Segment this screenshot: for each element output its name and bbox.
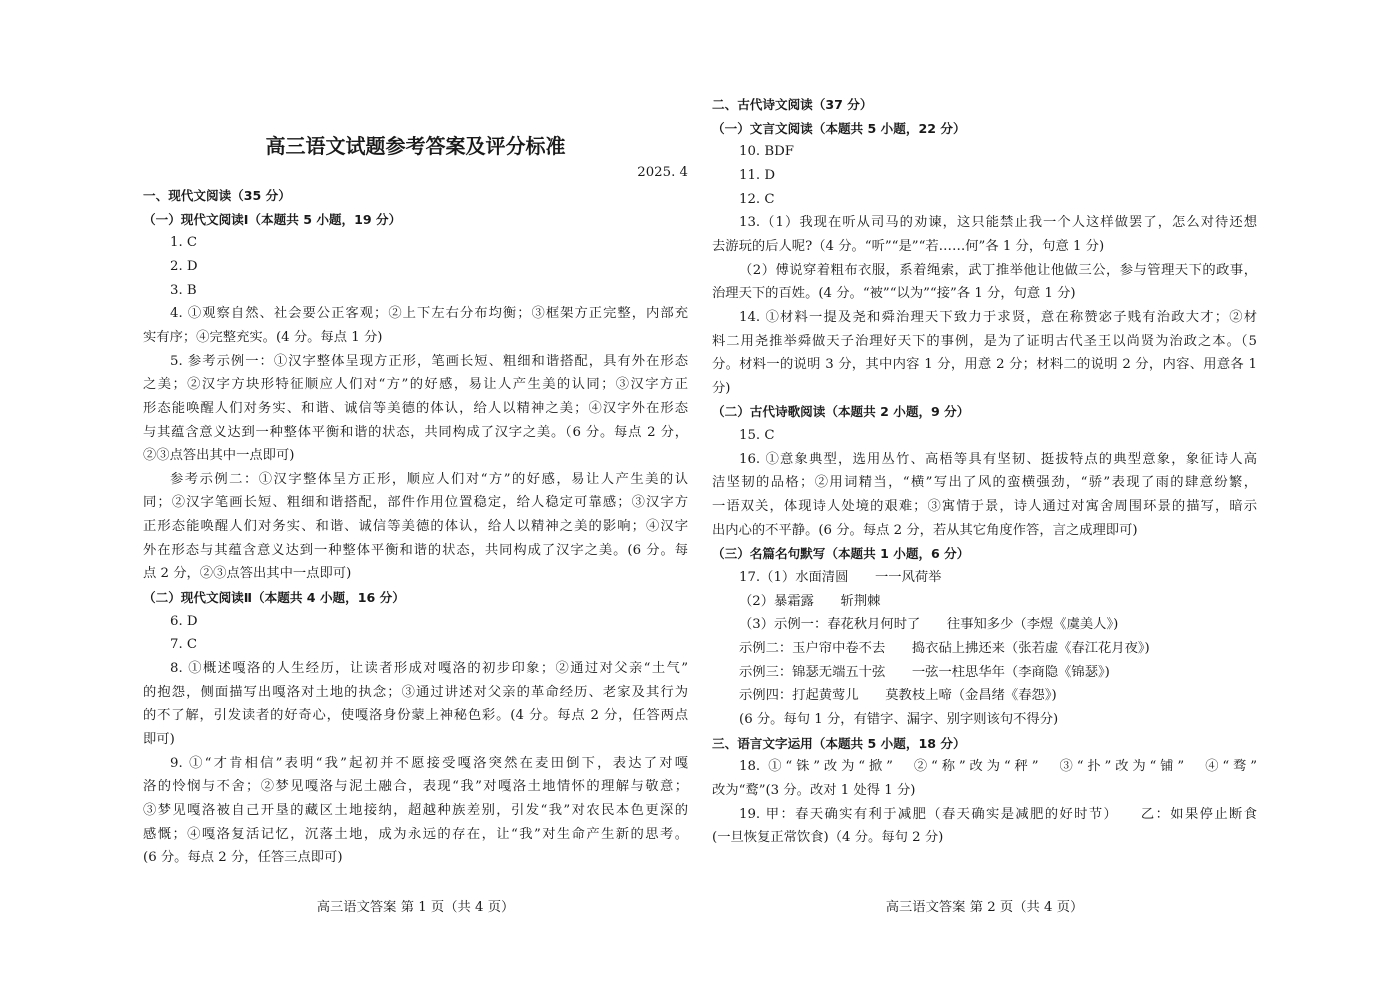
section-heading: （三）名篇名句默写（本题共 1 小题，6 分）: [712, 546, 970, 562]
text-line: 点 2 分，②③点答出其中一点即可): [143, 566, 352, 582]
text-line: 18. ①“铢”改为“掀” ②“称”改为“秤” ③“扑”改为“铺” ④“骛”: [739, 759, 1257, 775]
text-line: 正形态能唤醒人们对务实、和谐、诚信等美德的体认，给人以精神之美的影响；④汉字: [143, 519, 688, 535]
text-line: 参考示例二：①汉字整体呈方正形，顺应人们对“方”的好感，易让人产生美的认: [170, 471, 688, 487]
section-heading: 二、古代诗文阅读（37 分）: [712, 97, 873, 112]
text-line: 10. BDF: [739, 144, 795, 160]
text-line: 治理天下的百姓。(4 分。“被”“以为”“接”各 1 分，句意 1 分): [712, 286, 1076, 302]
text-line: 洛的怜悯与不舍；②梦见嘎洛与泥土融合，表现“我”对嘎洛土地情怀的理解与敬意；: [143, 779, 688, 795]
text-line: 去游玩的后人呢?（4 分。“听”“是”“若……何”各 1 分，句意 1 分): [712, 238, 1105, 254]
text-line: 的不了解，引发读者的好奇心，使嘎洛身份蒙上神秘色彩。(4 分。每点 2 分，任答两点: [143, 708, 688, 724]
section-heading: 三、语言文字运用（本题共 5 小题，18 分）: [712, 735, 966, 751]
text-line: 11. D: [739, 167, 776, 183]
section-heading: （二）古代诗歌阅读（本题共 2 小题，9 分）: [712, 404, 970, 420]
text-line: 即可): [143, 731, 175, 747]
section-heading: 一、现代文阅读（35 分）: [143, 188, 291, 203]
text-line: 9. ①“才肯相信”表明“我”起初并不愿接受嘎洛突然在麦田倒下，表达了对嘎: [170, 755, 688, 771]
text-line: ②③点答出其中一点即可): [143, 448, 295, 464]
text-line: 6. D: [170, 613, 198, 629]
text-line: 感慨；④嘎洛复活记忆，沉落土地，成为永远的存在，让“我”对生命产生新的思考。: [143, 826, 688, 842]
text-line: 15. C: [739, 428, 775, 444]
text-line: （2）傅说穿着粗布衣服，系着绳索，武丁推举他让他做三公，参与管理天下的政事，: [739, 262, 1257, 278]
section-heading: （一）文言文阅读（本题共 5 小题，22 分）: [712, 120, 966, 136]
text-line: (6 分。每句 1 分，有错字、漏字、别字则该句不得分): [739, 711, 1059, 727]
text-line: 分): [712, 380, 731, 396]
text-line: 形态能唤醒人们对务实、和谐、诚信等美德的体认，给人以精神之美；④汉字外在形态: [143, 400, 688, 416]
text-line: （2）暴霜露 斩荆棘: [739, 593, 881, 609]
text-line: (6 分。每点 2 分，任答三点即可): [143, 850, 343, 866]
text-line: 改为“鹜”(3 分。改对 1 处得 1 分): [712, 782, 916, 798]
text-line: 7. C: [170, 637, 198, 653]
text-line: 分。材料一的说明 3 分，其中内容 1 分，用意 2 分；材料二的说明 2 分，内容、用意各 1: [712, 357, 1257, 373]
text-line: 4. ①观察自然、社会要公正客观；②上下左右分布均衡；③框架方正完整，内部充: [170, 306, 688, 322]
text-line: 同；②汉字笔画长短、粗细和谐搭配，部件作用位置稳定，给人稳定可靠感；③汉字方: [143, 495, 688, 511]
text-line: 5. 参考示例一：①汉字整体呈现方正形，笔画长短、粗细和谐搭配，具有外在形态: [170, 353, 688, 369]
text-line: 之美；②汉字方块形特征顺应人们对“方”的好感，易让人产生美的认同；③汉字方正: [143, 377, 688, 393]
document-title: 高三语文试题参考答案及评分标准: [265, 134, 566, 158]
text-line: 3. B: [170, 282, 197, 298]
text-line: 12. C: [739, 191, 775, 207]
text-line: 料二用尧推举舜做天子治理好天下的事例，是为了证明古代圣王以尚贤为治政之本。（5: [712, 333, 1257, 349]
text-line: 外在形态与其蕴含意义达到一种整体平衡和谐的状态，共同构成了汉字之美。(6 分。每: [143, 542, 688, 558]
text-line: 实有序；④完整充实。(4 分。每点 1 分): [143, 329, 383, 345]
text-line: 一语双关，体现诗人处境的艰难；③寓情于景，诗人通过对寓舍周围环景的描写，暗示: [712, 499, 1257, 515]
text-line: （3）示例一：春花秋月何时了 往事知多少（李煜《虞美人》): [739, 617, 1119, 633]
text-line: 2. D: [170, 258, 198, 274]
section-heading: （二）现代文阅读Ⅱ（本题共 4 小题，16 分）: [143, 590, 405, 606]
document-date: 2025. 4: [637, 165, 688, 180]
text-line: 出内心的不平静。(6 分。每点 2 分，若从其它角度作答，言之成理即可): [712, 522, 1138, 538]
text-line: 16. ①意象典型，选用丛竹、高梧等具有坚韧、挺拔特点的典型意象，象征诗人高: [739, 451, 1257, 467]
text-line: 8. ①概述嘎洛的人生经历，让读者形成对嘎洛的初步印象；②通过对父亲“土气”: [170, 661, 688, 676]
text-line: (一旦恢复正常饮食)（4 分。每句 2 分): [712, 830, 944, 846]
text-line: 14. ①材料一提及尧和舜治理天下致力于求贤，意在称赞宓子贱有治政大才；②材: [739, 309, 1257, 325]
section-heading: （一）现代文阅读Ⅰ（本题共 5 小题，19 分）: [143, 211, 402, 227]
page-one-footer: 高三语文答案 第 1 页（共 4 页）: [316, 900, 515, 915]
text-line: 示例二：玉户帘中卷不去 捣衣砧上拂还来（张若虚《春江花月夜》): [739, 640, 1150, 656]
text-line: 19. 甲：春天确实有利于减肥（春天确实是减肥的好时节） 乙：如果停止断食: [739, 806, 1257, 822]
text-line: 与其蕴含意义达到一种整体平衡和谐的状态，共同构成了汉字之美。（6 分。每点 2 分，: [143, 424, 688, 440]
text-line: 17.（1）水面清圆 一一风荷举: [739, 570, 942, 585]
text-line: 13.（1）我现在听从司马的劝谏，这只能禁止我一个人这样做罢了，怎么对待还想: [739, 215, 1257, 231]
text-line: 示例三：锦瑟无端五十弦 一弦一柱思华年（李商隐《锦瑟》): [739, 664, 1110, 680]
text-line: ③梦见嘎洛被自己开垦的藏区土地接纳，超越种族差别，引发“我”对农民本色更深的: [143, 802, 688, 818]
text-line: 洁坚韧的品格；②用词精当，“横”写出了风的蛮横强劲，“骄”表现了雨的肆意纷繁，: [712, 475, 1257, 491]
page-two-footer: 高三语文答案 第 2 页（共 4 页）: [885, 900, 1084, 915]
text-line: 示例四：打起黄莺儿 莫教枝上啼（金昌绪《春怨》): [739, 688, 1057, 704]
text-line: 的抱怨，侧面描写出嘎洛对土地的执念；③通过讲述对父亲的革命经历、老家及其行为: [143, 684, 688, 700]
text-line: 1. C: [170, 235, 198, 251]
